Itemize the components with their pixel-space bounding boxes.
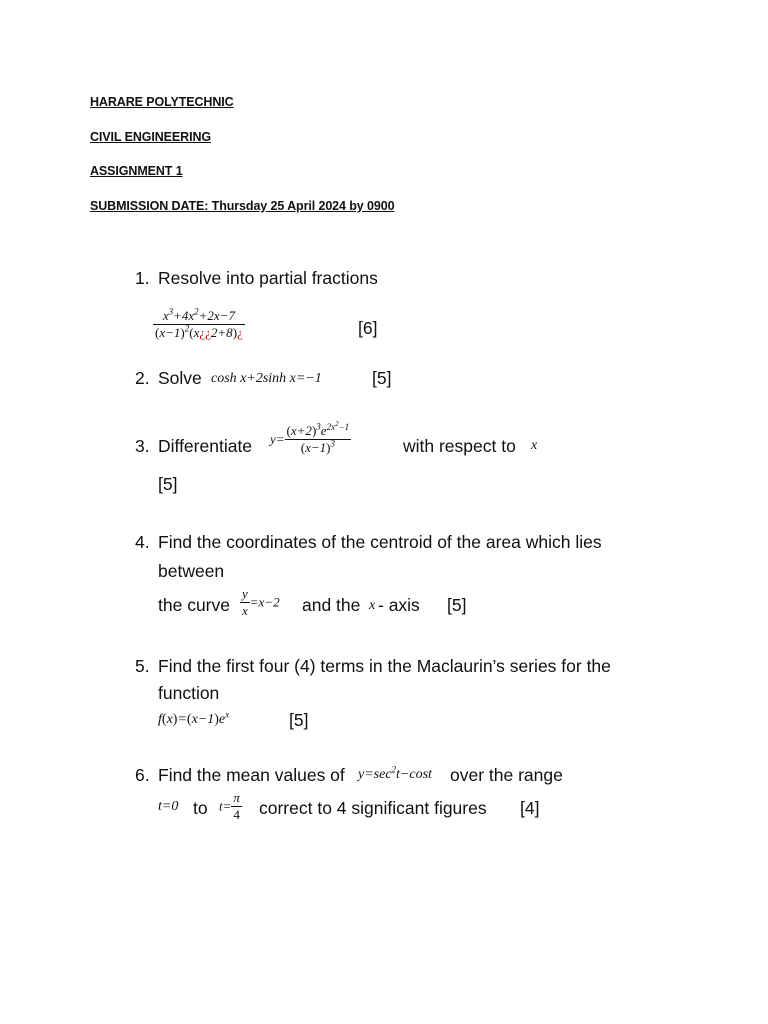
question-6-t-start: t=0 [158,799,179,814]
question-6-range-label: over the range [450,765,563,785]
question-1-fraction: $\frac{x^3+4x^2+2x-7}{(x-1)^2(x¿¿2+8)¿}$ [155,306,243,340]
question-6-t-end: t= $\frac{\pi}{4}$ [219,790,240,822]
institution-title: HARARE POLYTECHNIC [90,95,234,109]
question-5-marks: [5] [289,710,309,730]
question-3-number: 3. [135,436,150,456]
question-4-text: Find the coordinates of the centroid of the area which lies [158,532,602,552]
submission-date: SUBMISSION DATE: Thursday 25 April 2024 by 0900 [90,199,395,213]
question-6-function: $y=\sec^2t-\cos t$ [358,764,432,782]
question-3-text: Differentiate [158,436,253,456]
question-2-marks: [5] [372,368,392,388]
question-1-number: 1. [135,268,150,288]
question-6-text: Find the mean values of [158,765,345,785]
question-3-variable: x [531,438,538,453]
question-6-marks: [4] [520,798,540,818]
question-4-number: 4. [135,532,150,552]
question-4-variable: x [369,598,376,613]
question-4-and-the: and the [302,595,361,615]
question-3-with-respect: with respect to [403,436,516,456]
question-1-text: Resolve into partial fractions [158,268,378,288]
assignment-title: ASSIGNMENT 1 [90,164,183,178]
question-2-text: Solve [158,368,202,388]
question-2-equation: cosh x+2sinh x=−1 [211,371,322,386]
question-4-axis: - axis [378,595,420,615]
question-5-number: 5. [135,656,150,676]
question-6-number: 6. [135,765,150,785]
question-3-equation: y= $\frac{(x+2)^3e^{2x^2-1}}{(x-1)^3}$ [270,419,350,455]
question-4-line2: between [158,561,225,581]
question-4-equation: $\frac{y}{x}$ =x−2 [242,586,280,618]
question-5-text: Find the first four (4) terms in the Maclaurin’s series for the [158,656,611,676]
question-5-line2: function [158,683,220,703]
question-6-precision: correct to 4 significant figures [259,798,487,818]
question-2-number: 2. [135,368,150,388]
question-3-marks: [5] [158,474,178,494]
question-1-marks: [6] [358,318,378,338]
question-5-function: $f(x)=(x-1)e^x$ [158,709,230,727]
question-6-to: to [193,798,208,818]
question-4-curve-label: the curve [158,595,230,615]
question-4-marks: [5] [447,595,467,615]
department-title: CIVIL ENGINEERING [90,130,212,144]
